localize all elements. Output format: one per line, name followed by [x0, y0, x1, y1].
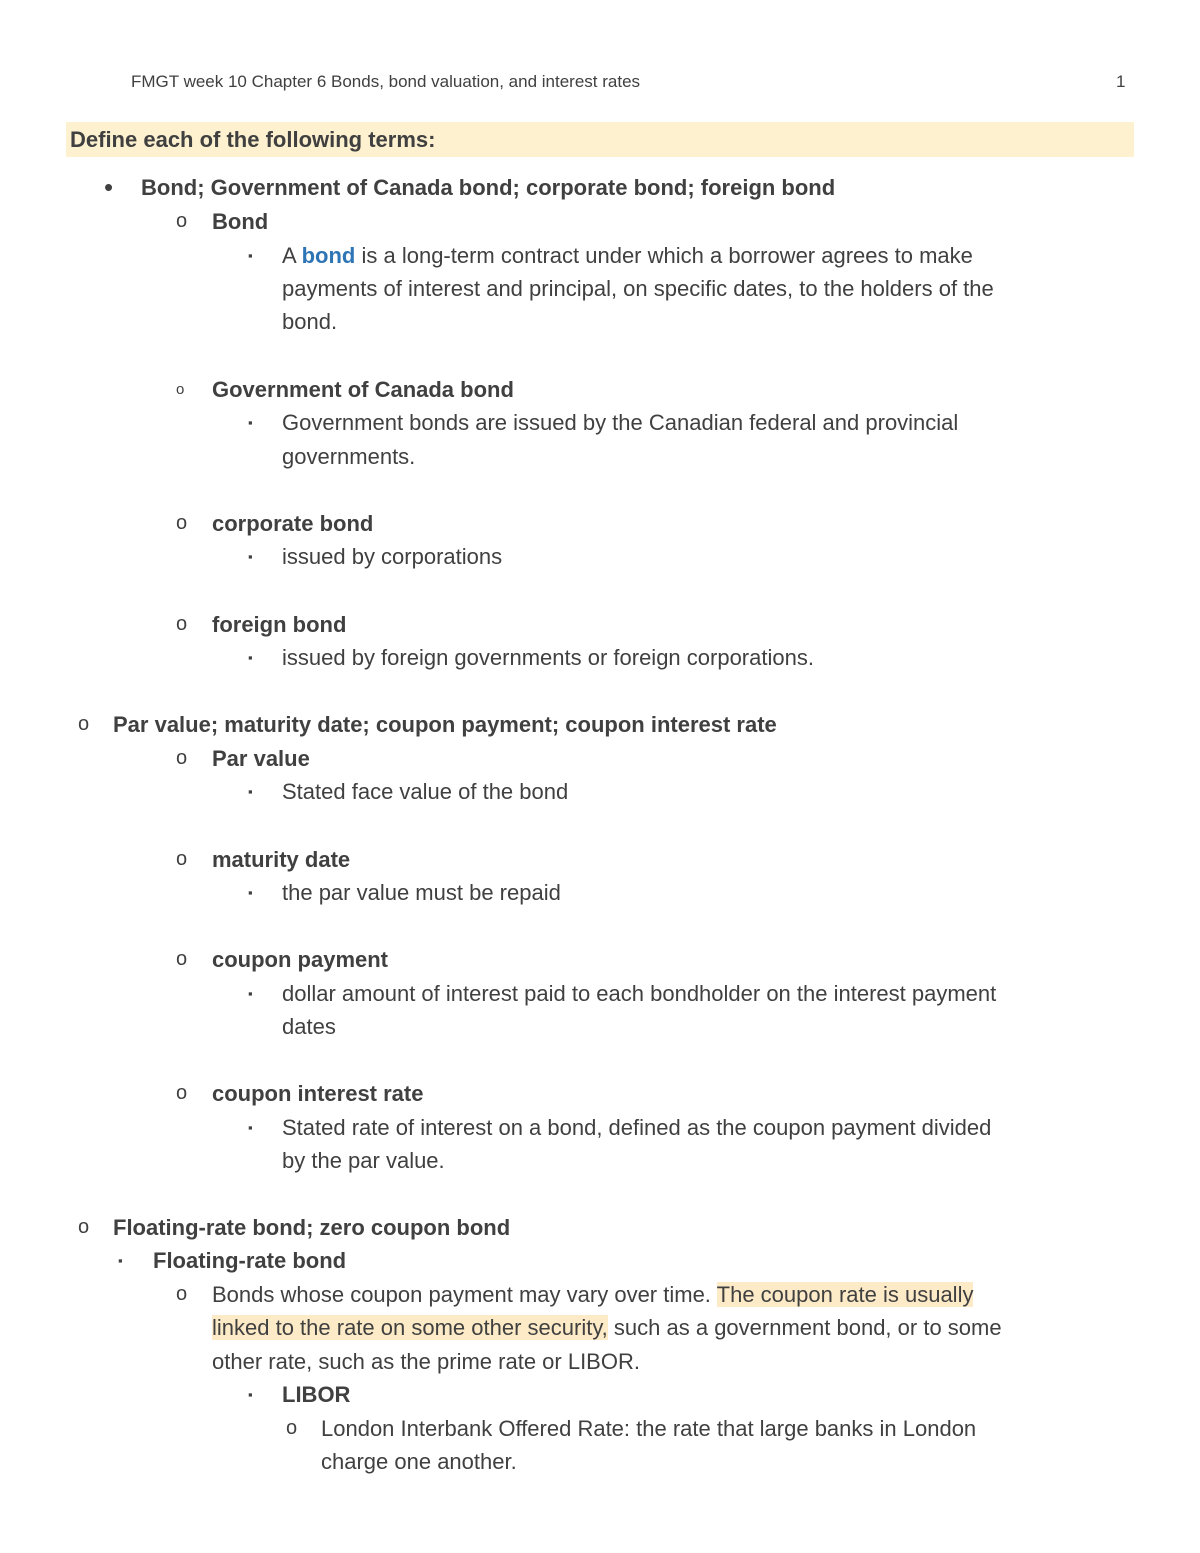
bullet-circle-icon: o [176, 210, 188, 232]
section-heading: Define each of the following terms: [70, 127, 436, 152]
term-coupon-interest-rate: coupon interest rate [212, 1081, 424, 1106]
bullet-square-icon: ▪ [248, 986, 253, 1001]
maturity-definition: the par value must be repaid [282, 880, 561, 905]
highlighted-text: The coupon rate is usually [716, 1282, 974, 1307]
floating-definition-line3: other rate, such as the prime rate or LIBOR. [212, 1349, 640, 1374]
bullet-square-icon: ▪ [118, 1253, 123, 1268]
bond-definition-line2: payments of interest and principal, on specific dates, to the holders of the [282, 276, 994, 301]
bullet-square-icon: ▪ [248, 784, 253, 799]
bullet-circle-icon: o [176, 848, 188, 870]
term-par-value: Par value [212, 746, 310, 771]
bond-definition-line3: bond. [282, 309, 338, 334]
bullet-circle-icon: o [176, 1283, 188, 1305]
floating-def-plain: such as a government bond, or to some [613, 1315, 1002, 1340]
term-floating-rate-bond: Floating-rate bond [153, 1248, 347, 1273]
bullet-circle-icon: o [176, 747, 188, 769]
bullet-square-icon: ▪ [248, 549, 253, 564]
term-libor: LIBOR [282, 1382, 351, 1407]
rate-definition-line1: Stated rate of interest on a bond, defined as the coupon payment divided [282, 1115, 992, 1140]
term-corporate-bond: corporate bond [212, 511, 374, 536]
bullet-square-icon: ▪ [248, 248, 253, 263]
rate-definition-line2: by the par value. [282, 1148, 445, 1173]
bullet-square-icon: ▪ [248, 415, 253, 430]
section2-title: Par value; maturity date; coupon payment; coupon interest rate [113, 712, 777, 737]
section3-title: Floating-rate bond; zero coupon bond [113, 1215, 511, 1240]
def-rest: is a long-term contract under which a borrower agrees to make [361, 243, 973, 268]
gov-definition-line1: Government bonds are issued by the Canadian federal and provincial [282, 410, 959, 435]
section1-title: Bond; Government of Canada bond; corporate bond; foreign bond [141, 175, 836, 200]
bullet-square-icon: ▪ [248, 885, 253, 900]
highlighted-text: linked to the rate on some other security, [212, 1315, 608, 1340]
term-maturity-date: maturity date [212, 847, 351, 872]
coupon-definition-line2: dates [282, 1014, 336, 1039]
bullet-square-icon: ▪ [248, 650, 253, 665]
page-number: 1 [1116, 72, 1126, 91]
libor-definition-line2: charge one another. [321, 1449, 517, 1474]
bullet-square-icon: ▪ [248, 1120, 253, 1135]
floating-def-plain: Bonds whose coupon payment may vary over time. [212, 1282, 711, 1307]
term-government-bond: Government of Canada bond [212, 377, 514, 402]
term-coupon-payment: coupon payment [212, 947, 389, 972]
floating-definition-line1 [212, 1278, 973, 1312]
bond-keyword: bond [301, 243, 356, 268]
def-prefix: A [282, 243, 296, 268]
bond-definition-line1 [282, 239, 973, 273]
term-foreign-bond: foreign bond [212, 612, 347, 637]
gov-definition-line2: governments. [282, 444, 416, 469]
bullet-circle-icon: o [176, 948, 188, 970]
foreign-definition: issued by foreign governments or foreign corporations. [282, 645, 814, 670]
par-definition: Stated face value of the bond [282, 779, 569, 804]
section-heading-bar [66, 122, 1134, 157]
bullet-dot-icon: • [104, 172, 114, 202]
libor-definition-line1: London Interbank Offered Rate: the rate that large banks in London [321, 1416, 977, 1441]
bullet-square-icon: ▪ [248, 1387, 253, 1402]
coupon-definition-line1: dollar amount of interest paid to each bondholder on the interest payment [282, 981, 997, 1006]
bullet-circle-icon: o [286, 1417, 298, 1439]
bullet-circle-icon: o [176, 512, 188, 534]
term-bond: Bond [212, 209, 269, 234]
bullet-circle-icon: o [176, 1082, 188, 1104]
bullet-circle-icon: o [176, 381, 185, 398]
bullet-circle-icon: o [78, 1216, 90, 1238]
bullet-circle-icon: o [78, 713, 90, 735]
floating-definition-line2 [212, 1311, 1002, 1345]
corp-definition: issued by corporations [282, 544, 503, 569]
page-header-title: FMGT week 10 Chapter 6 Bonds, bond valuation, and interest rates [131, 72, 641, 91]
bullet-circle-icon: o [176, 613, 188, 635]
